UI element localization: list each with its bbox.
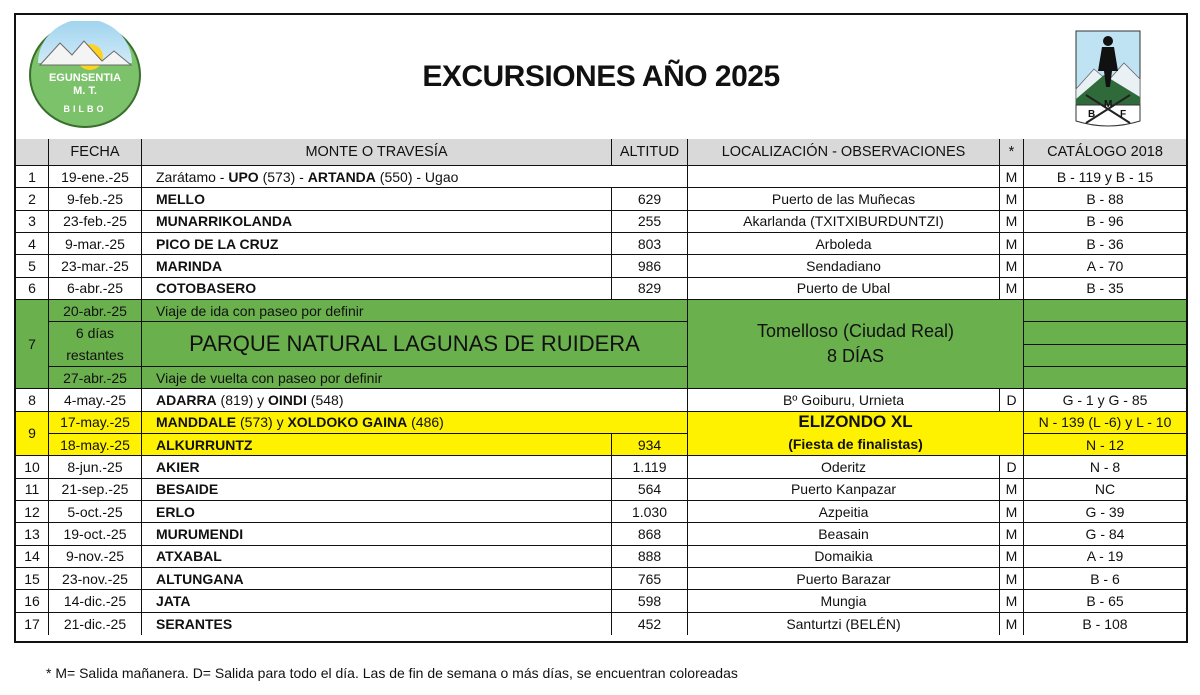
row-altitude: 564 [612,479,688,501]
row-altitude: 986 [612,255,688,277]
row-date: 6-abr.-25 [49,278,142,300]
row-number: 4 [16,233,49,255]
row-altitude: 452 [612,613,688,635]
row-catalog: N - 139 (L -6) y L - 10 [1024,412,1186,434]
mountain-name: XOLDOKO GAINA [287,414,408,431]
row-date: 9-mar.-25 [49,233,142,255]
row-catalog: N - 8 [1024,456,1186,478]
row-catalog: B - 36 [1024,233,1186,255]
row-location: Akarlanda (TXITXIBURDUNTZI) [688,211,1000,233]
row-type: M [1000,590,1024,612]
row-mountain: ALTUNGANA [142,568,612,590]
row-location: Arboleda [688,233,1000,255]
row-mountain: COTOBASERO [142,278,612,300]
row-date: 19-ene.-25 [49,166,142,188]
row-mountain: JATA [142,590,612,612]
row-catalog: A - 70 [1024,255,1186,277]
row-trip-title: PARQUE NATURAL LAGUNAS DE RUIDERA [142,322,688,367]
row-date: 23-mar.-25 [49,255,142,277]
mountain-name: OINDI [268,391,307,408]
row-mountain [142,389,688,411]
row-type: M [1000,479,1024,501]
col-header-localizacion: LOCALIZACIÓN - OBSERVACIONES [688,139,1000,166]
location-line: 8 DÍAS [826,346,885,367]
row-date: 19-oct.-25 [49,523,142,545]
row-date: 27-abr.-25 [49,367,142,389]
row-mountain: ERLO [142,501,612,523]
row-type: M [1000,523,1024,545]
row-altitude: 1.119 [612,456,688,478]
row-mountain: AKIER [142,456,612,478]
row-location: Santurtzi (BELÉN) [688,613,1000,635]
row-type: M [1000,211,1024,233]
col-header-catalogo: CATÁLOGO 2018 [1024,139,1186,166]
row-catalog: G - 84 [1024,523,1186,545]
mountain-text: Zarátamo - [156,168,229,185]
row-number: 1 [16,166,49,188]
row-location [688,166,1000,188]
row-location: Bº Goiburu, Urnieta [688,389,1000,411]
location-line: ELIZONDO XL [798,412,913,432]
row-catalog: A - 19 [1024,546,1186,568]
row-number: 5 [16,255,49,277]
row-date-note: 6 días restantes [49,322,142,367]
row-location: Beasain [688,523,1000,545]
row-travel-note: Viaje de ida con paseo por definir [142,300,688,322]
row-mountain [142,412,688,434]
row-date: 18-may.-25 [49,434,142,456]
row-location [688,412,1024,457]
row-location: Oderitz [688,456,1000,478]
row-date: 9-feb.-25 [49,188,142,210]
logo-text-line-2: M. T. [73,85,97,97]
row-catalog [1024,345,1186,367]
row-catalog [1024,322,1186,344]
row-type: M [1000,188,1024,210]
bmf-letter-f: F [1120,109,1127,120]
row-date: 23-feb.-25 [49,211,142,233]
row-altitude: 598 [612,590,688,612]
row-location: Mungia [688,590,1000,612]
col-header-monte: MONTE O TRAVESÍA [142,139,612,166]
row-altitude: 765 [612,568,688,590]
row-altitude: 255 [612,211,688,233]
row-mountain: ATXABAL [142,546,612,568]
row-catalog: B - 35 [1024,278,1186,300]
row-date: 20-abr.-25 [49,300,142,322]
row-number: 9 [16,412,49,457]
row-location: Azpeitia [688,501,1000,523]
row-catalog: B - 96 [1024,211,1186,233]
row-date: 5-oct.-25 [49,501,142,523]
row-type: M [1000,501,1024,523]
row-type: M [1000,255,1024,277]
row-number: 13 [16,523,49,545]
row-catalog [1024,367,1186,389]
row-mountain: MARINDA [142,255,612,277]
row-catalog: G - 39 [1024,501,1186,523]
row-number: 8 [16,389,49,411]
row-number: 16 [16,590,49,612]
row-mountain: MURUMENDI [142,523,612,545]
col-header-number [16,139,49,166]
col-header-tipo: * [1000,139,1024,166]
row-number: 12 [16,501,49,523]
mountain-name: ADARRA [156,391,217,408]
row-altitude: 934 [612,434,688,456]
bmf-letter-m: M [1104,99,1113,110]
row-altitude: 868 [612,523,688,545]
row-date: 14-dic.-25 [49,590,142,612]
row-altitude: 829 [612,278,688,300]
row-location: Puerto de las Muñecas [688,188,1000,210]
row-mountain [142,166,688,188]
row-location: Sendadiano [688,255,1000,277]
row-location: Puerto Kanpazar [688,479,1000,501]
row-catalog: NC [1024,479,1186,501]
row-location: Puerto Barazar [688,568,1000,590]
row-date: 23-nov.-25 [49,568,142,590]
excursions-table-frame [14,13,1188,643]
location-line: (Fiesta de finalistas) [788,436,923,453]
col-header-fecha: FECHA [49,139,142,166]
row-date: 21-sep.-25 [49,479,142,501]
row-type: M [1000,233,1024,255]
row-mountain: SERANTES [142,613,612,635]
row-altitude: 1.030 [612,501,688,523]
row-catalog: G - 1 y G - 85 [1024,389,1186,411]
row-date: 21-dic.-25 [49,613,142,635]
row-type: M [1000,546,1024,568]
mountain-name: UPO [228,168,259,185]
mountain-text: (548) [306,391,344,408]
row-type: D [1000,389,1024,411]
row-mountain: BESAIDE [142,479,612,501]
location-line: Tomelloso (Ciudad Real) [756,321,955,342]
row-altitude: 629 [612,188,688,210]
row-type: M [1000,278,1024,300]
bmf-letter-b: B [1088,109,1096,120]
excursions-table [16,139,1186,635]
footnote: * M= Salida mañanera. D= Salida para todo el día. Las de fin de semana o más días, se encuentran coloreadas [46,665,738,681]
row-altitude: 803 [612,233,688,255]
row-location [688,300,1024,389]
row-number: 10 [16,456,49,478]
row-type: D [1000,456,1024,478]
mountain-text: (550) - Ugao [375,168,459,185]
page-title: EXCURSIONES AÑO 2025 [422,60,780,93]
row-location: Puerto de Ubal [688,278,1000,300]
row-number: 11 [16,479,49,501]
logo-text-line-1: EGUNSENTIA [48,72,122,84]
row-type: M [1000,166,1024,188]
row-number: 7 [16,300,49,389]
row-number: 14 [16,546,49,568]
logo-text-line-3: BILBO [63,104,107,114]
mountain-name: MANDDALE [156,414,237,431]
page-header [16,15,1186,141]
row-catalog [1024,300,1186,322]
row-catalog: B - 108 [1082,615,1128,632]
mountain-text: (573) y [236,414,288,431]
row-mountain: PICO DE LA CRUZ [142,233,612,255]
row-catalog: B - 6 [1024,568,1186,590]
row-number: 3 [16,211,49,233]
row-mountain: ALKURRUNTZ [142,434,612,456]
row-mountain: MELLO [142,188,612,210]
row-catalog: B - 88 [1024,188,1186,210]
row-type: M [1000,613,1024,635]
row-travel-note: Viaje de vuelta con paseo por definir [142,367,688,389]
row-date: 9-nov.-25 [49,546,142,568]
row-number: 17 [16,613,49,635]
row-number: 15 [16,568,49,590]
row-date: 4-may.-25 [49,389,142,411]
row-mountain: MUNARRIKOLANDA [142,211,612,233]
row-location: Domaikia [688,546,1000,568]
row-date: 17-may.-25 [49,412,142,434]
row-catalog: B - 65 [1024,590,1186,612]
row-number: 6 [16,278,49,300]
mountain-text: (486) [407,414,444,431]
row-altitude: 888 [612,546,688,568]
row-number: 2 [16,188,49,210]
row-type: M [1000,568,1024,590]
bmf-federation-logo [1074,29,1142,129]
mountain-text: (573) - [258,168,308,185]
col-header-altitud: ALTITUD [612,139,688,166]
mountain-text: (819) y [216,391,269,408]
row-date: 8-jun.-25 [49,456,142,478]
row-catalog: N - 12 [1024,434,1186,456]
mountain-name: ARTANDA [307,168,376,185]
row-catalog: B - 119 y B - 15 [1024,166,1186,188]
